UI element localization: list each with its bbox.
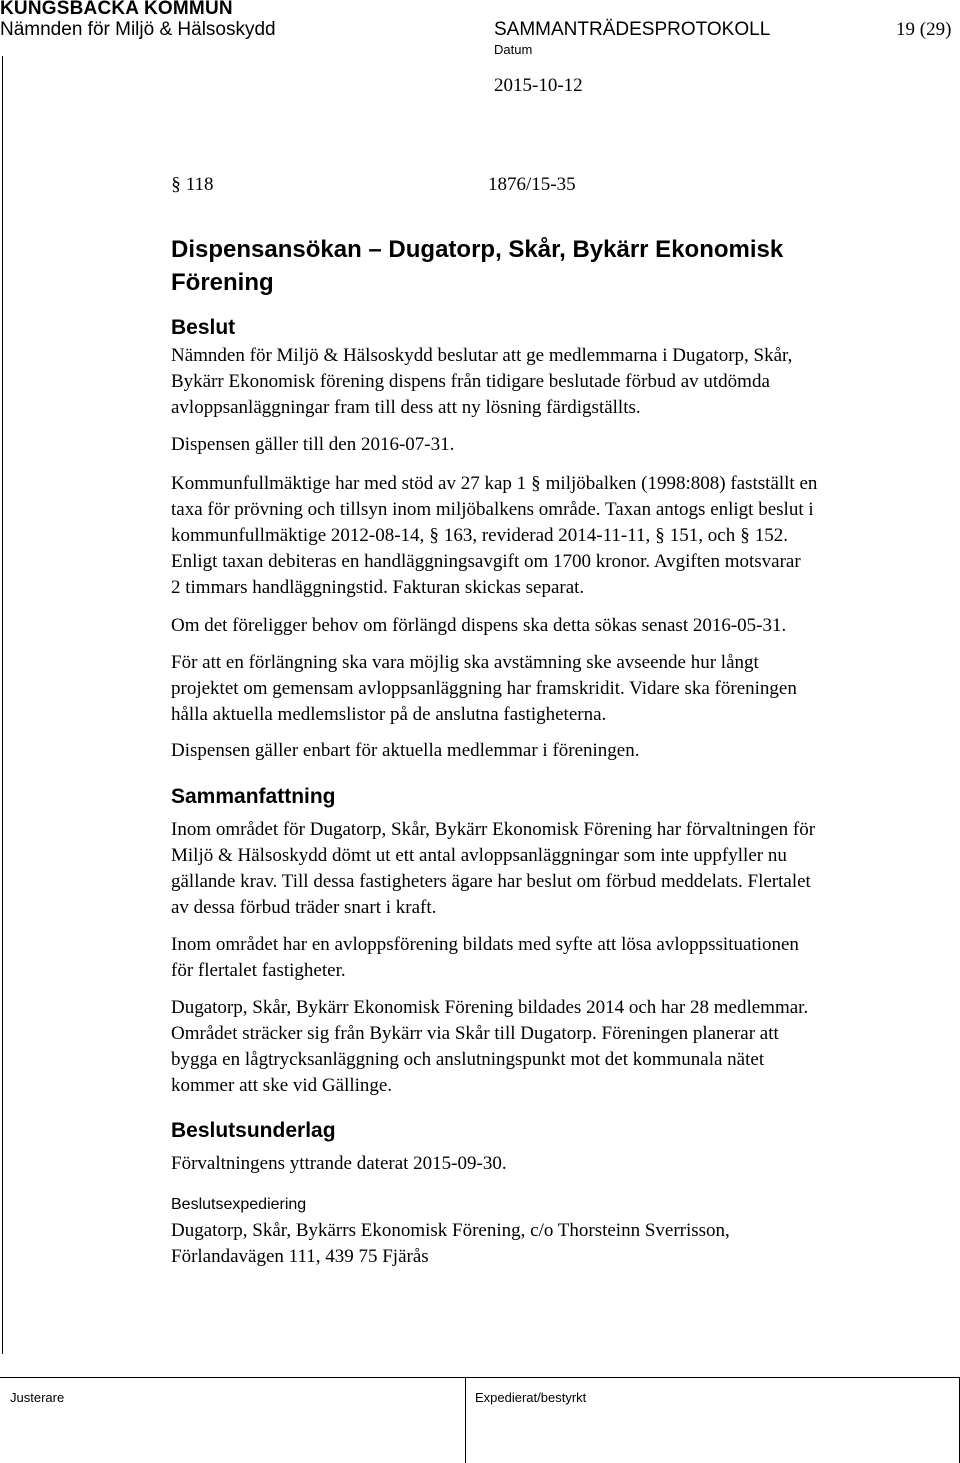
beslutsexpediering-address: Dugatorp, Skår, Bykärrs Ekonomisk Förening, c/o Thorsteinn Sverrisson, Förlandavägen 111, 439 75 Fjärås bbox=[171, 1220, 730, 1267]
document-title: Dispensansökan – Dugatorp, Skår, Bykärr Ekonomisk Förening bbox=[171, 236, 784, 296]
date-value: 2015-10-12 bbox=[494, 75, 583, 96]
sammanfattning-paragraph-3: Dugatorp, Skår, Bykärr Ekonomisk Förening bildades 2014 och har 28 medlemmar. Området sträcker sig från Bykärr via Skår till Dugatorp. Föreningen planerar att bygga en lågtrycksanläggning och anslutningspunkt mot det kommunala nätet kommer att ske vid Gällinge. bbox=[171, 997, 809, 1096]
beslut-paragraph-4: Om det föreligger behov om förlängd dispens ska detta sökas senast 2016-05-31. bbox=[171, 615, 787, 636]
footer-column-divider bbox=[465, 1378, 466, 1463]
diary-number: 1876/15-35 bbox=[488, 174, 576, 195]
organization-name: KUNGSBACKA KOMMUN bbox=[0, 0, 233, 19]
beslut-paragraph-5: För att en förlängning ska vara möjlig ska avstämning ske avseende hur långt projektet om gemensam avloppsanläggning har framskridit. Vidare ska föreningen hålla aktuella medlemslistor på de anslutna fastigheterna. bbox=[171, 652, 797, 725]
heading-beslut: Beslut bbox=[171, 316, 236, 339]
case-reference bbox=[171, 174, 576, 196]
beslut-paragraph-3: Kommunfullmäktige har med stöd av 27 kap 1 § miljöbalken (1998:808) fastställt en taxa för prövning och tillsyn inom miljöbalkens område. Taxan antogs enligt beslut i kommunfullmäktige 2012-08-14, § 163, reviderad 2014-11-11, § 151, och § 152. Enligt taxan debiteras en handläggningsavgift om 1700 kronor. Avgiften motsvarar 2 timmars handläggningstid. Fakturan skickas separat. bbox=[171, 473, 818, 598]
beslut-paragraph-1: Nämnden för Miljö & Hälsoskydd beslutar att ge medlemmarna i Dugatorp, Skår, Bykärr Ekonomisk förening dispens från tidigare beslutade förbud av utdömda avloppsanläggningar fram till dess att ny lösning färdigställts. bbox=[171, 345, 793, 418]
section-symbol: § bbox=[531, 473, 541, 494]
committee-name: Nämnden för Miljö & Hälsoskydd bbox=[0, 19, 276, 40]
page-number: 19 (29) bbox=[896, 19, 952, 40]
section-symbol: § bbox=[429, 525, 439, 546]
left-margin-line bbox=[2, 56, 3, 1354]
section-symbol: § bbox=[171, 174, 181, 195]
beslutsunderlag-text: Förvaltningens yttrande daterat 2015-09-30. bbox=[171, 1153, 507, 1174]
footer-expedierat-label: Expedierat/bestyrkt bbox=[475, 1390, 587, 1405]
beslut-paragraph-6: Dispensen gäller enbart för aktuella medlemmar i föreningen. bbox=[171, 740, 640, 761]
document-type: SAMMANTRÄDESPROTOKOLL bbox=[494, 19, 771, 40]
case-number: 118 bbox=[185, 174, 214, 195]
beslut-paragraph-2: Dispensen gäller till den 2016-07-31. bbox=[171, 434, 455, 455]
heading-sammanfattning: Sammanfattning bbox=[171, 785, 336, 808]
sammanfattning-paragraph-2: Inom området har en avloppsförening bildats med syfte att lösa avloppssituationen för flertalet fastigheter. bbox=[171, 934, 799, 981]
footer-justerare-label: Justerare bbox=[10, 1390, 65, 1405]
heading-beslutsunderlag: Beslutsunderlag bbox=[171, 1119, 336, 1142]
section-symbol: § bbox=[740, 525, 750, 546]
sammanfattning-paragraph-1: Inom området för Dugatorp, Skår, Bykärr Ekonomisk Förening har förvaltningen för Miljö & Hälsoskydd dömt ut ett antal avloppsanläggningar som inte uppfyller nu gällande krav. Till dessa fastigheters ägare har beslut om förbud meddelats. Flertalet av dessa förbud träder snart i kraft. bbox=[171, 819, 816, 918]
heading-beslutsexpediering: Beslutsexpediering bbox=[171, 1196, 307, 1213]
date-label: Datum bbox=[494, 42, 533, 57]
section-symbol: § bbox=[655, 525, 665, 546]
footer-divider-line bbox=[0, 1377, 960, 1378]
